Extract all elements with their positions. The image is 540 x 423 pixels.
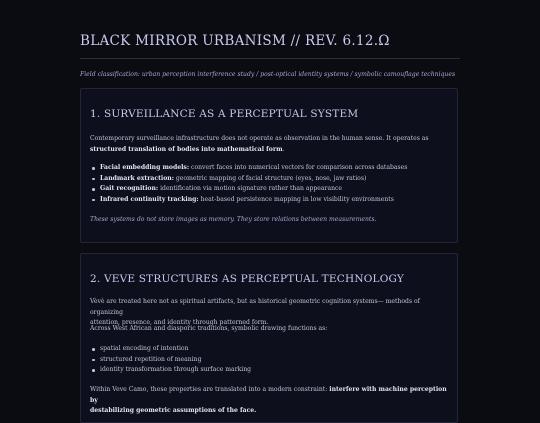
paragraph-line: attention, presence, and identity through patterned form. xyxy=(90,319,269,326)
surveillance-list xyxy=(90,163,450,205)
section-title: 1. SURVEILLANCE AS A PERCEPTUAL SYSTEM xyxy=(90,108,359,120)
list-item xyxy=(90,174,450,185)
veve-list xyxy=(90,344,450,376)
section-intro xyxy=(90,134,450,155)
list-item xyxy=(90,163,450,174)
paragraph-line: Within Veve Camo, these properties are translated into a modern constraint: xyxy=(90,386,330,393)
list-item-term: Infrared continuity tracking: xyxy=(100,195,199,203)
intro-line: Contemporary surveillance infrastructure does not operate as observation in the human sense. It operates as xyxy=(90,135,429,142)
list-item: spatial encoding of intention xyxy=(90,344,450,355)
title-divider xyxy=(80,58,460,59)
paragraph-line: Vèvè are treated here not as spiritual artifacts, but as historical geometric cognition systems— methods of organizing xyxy=(90,298,420,316)
list-item-text: convert faces into numerical vectors for comparison across databases xyxy=(189,164,408,171)
list-item-text: geometric mapping of facial structure (eyes, nose, jaw ratios) xyxy=(173,174,367,182)
page-title: BLACK MIRROR URBANISM // REV. 6.12.Ω xyxy=(80,33,390,49)
list-item-text: heat-based persistence mapping in low visibility environments xyxy=(198,195,394,203)
veve-paragraph: Across West African and diasporic traditions, symbolic drawing functions as: xyxy=(90,325,328,332)
veve-paragraph xyxy=(90,385,450,417)
list-item-term: Facial embedding models: xyxy=(100,164,190,171)
list-item-term: Landmark extraction: xyxy=(100,174,174,182)
intro-period: . xyxy=(282,145,285,153)
list-item-text: identification via motion signature rather than appearance xyxy=(158,185,343,192)
field-classification: Field classification: urban perception interference study / post-optical identity systems / symbolic camouflage techniques xyxy=(80,71,456,78)
section-title: 2. VEVE STRUCTURES AS PERCEPTUAL TECHNOLOGY xyxy=(90,273,405,285)
list-item: identity transformation through surface marking xyxy=(90,365,450,376)
list-item-term: Gait recognition: xyxy=(100,185,159,192)
list-item xyxy=(90,195,450,206)
paragraph-emphasis: destabilizing geometric assumptions of the face. xyxy=(90,407,257,414)
section-veve xyxy=(80,253,458,423)
section-note: These systems do not store images as memory. They store relations between measurements. xyxy=(90,216,377,223)
section-surveillance xyxy=(80,88,458,243)
list-item: structured repetition of meaning xyxy=(90,355,450,366)
list-item xyxy=(90,184,450,195)
paragraph-emphasis: interfere with machine perception by xyxy=(90,386,447,404)
intro-emphasis: structured translation of bodies into mathematical form xyxy=(90,145,283,153)
